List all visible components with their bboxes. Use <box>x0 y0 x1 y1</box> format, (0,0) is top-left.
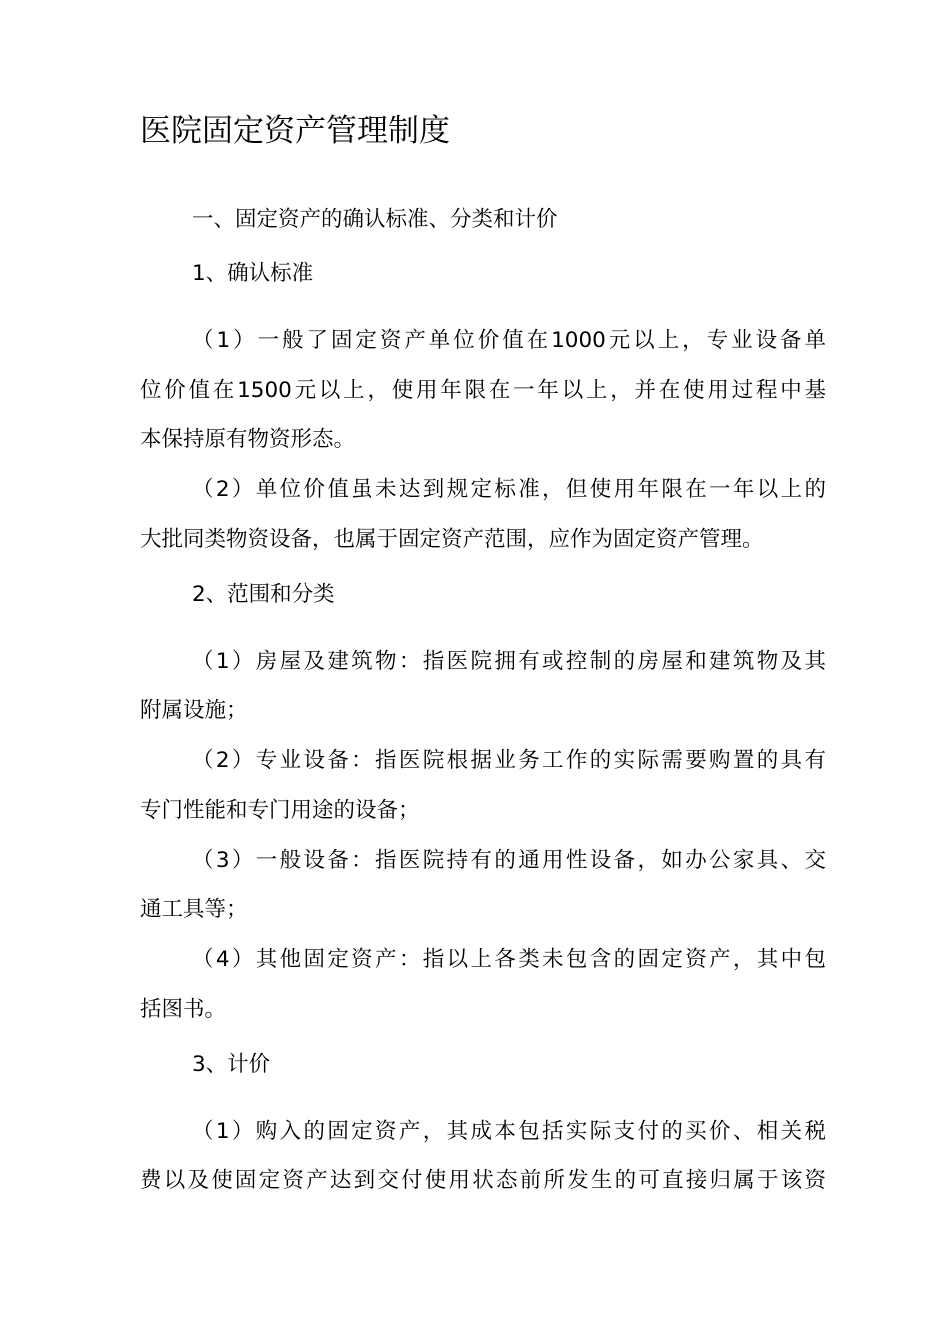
subsection-heading-2: 2、范围和分类 <box>192 582 335 607</box>
paragraph-line: （1）房屋及建筑物：指医院拥有或控制的房屋和建筑物及其 <box>192 649 826 674</box>
paragraph-line: （1）一般了固定资产单位价值在1000元以上，专业设备单 <box>192 328 826 353</box>
paragraph-line: （4）其他固定资产：指以上各类未包含的固定资产，其中包 <box>192 947 826 972</box>
paragraph-line: 通工具等； <box>140 897 248 922</box>
document-title: 医院固定资产管理制度 <box>140 113 450 149</box>
paragraph-line: 费以及使固定资产达到交付使用状态前所发生的可直接归属于该资 <box>140 1168 826 1193</box>
subsection-heading-3: 3、计价 <box>192 1052 271 1077</box>
paragraph-line: 附属设施； <box>140 698 248 723</box>
section-heading-1: 一、固定资产的确认标准、分类和计价 <box>192 207 558 232</box>
paragraph-line: 括图书。 <box>140 997 227 1022</box>
subsection-heading-1: 1、确认标准 <box>192 261 314 286</box>
paragraph-line: 大批同类物资设备，也属于固定资产范围，应作为固定资产管理。 <box>140 527 764 552</box>
paragraph-line: （2）专业设备：指医院根据业务工作的实际需要购置的具有 <box>192 748 826 773</box>
paragraph-line: 专门性能和专门用途的设备； <box>140 798 420 823</box>
paragraph-line: 位价值在1500元以上，使用年限在一年以上，并在使用过程中基 <box>140 378 826 403</box>
paragraph-line: （3）一般设备：指医院持有的通用性设备，如办公家具、交 <box>192 848 826 873</box>
paragraph-line: （2）单位价值虽未达到规定标准，但使用年限在一年以上的 <box>192 477 826 502</box>
paragraph-line: 本保持原有物资形态。 <box>140 427 356 452</box>
paragraph-line: （1）购入的固定资产，其成本包括实际支付的买价、相关税 <box>192 1119 826 1144</box>
